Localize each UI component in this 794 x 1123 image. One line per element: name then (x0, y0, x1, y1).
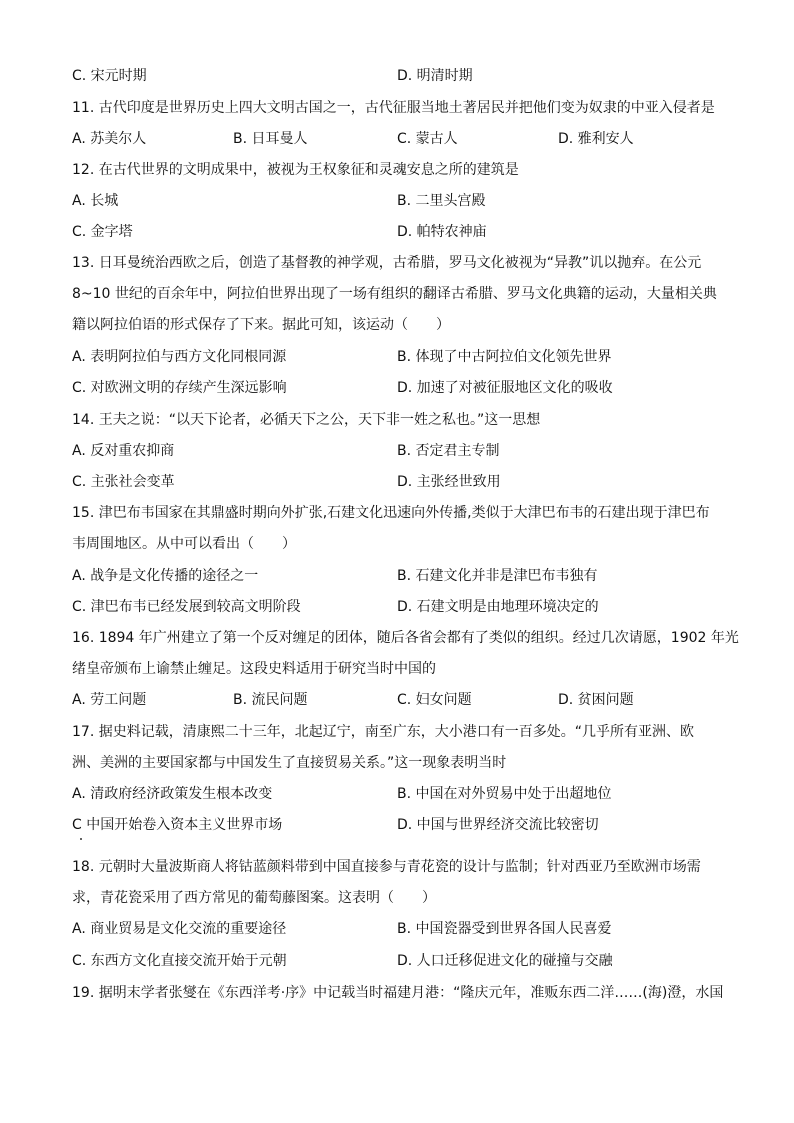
q14-option-a: A. 反对重农抑商 (72, 443, 175, 459)
q11-option-d: D. 雅利安人 (558, 131, 634, 147)
question-16-stem-line-2: 绪皇帝颁布上谕禁止缠足。这段史料适用于研究当时中国的 (72, 661, 436, 677)
q13-option-d: D. 加速了对被征服地区文化的吸收 (397, 380, 613, 396)
q14-option-b: B. 否定君主专制 (397, 443, 500, 459)
q16-option-c: C. 妇女问题 (397, 692, 472, 708)
question-16-stem-line-1: 16. 1894 年广州建立了第一个反对缠足的团体，随后各省会都有了类似的组织。经过几次请愿，1902 年光 (72, 630, 739, 646)
q12-option-c: C. 金字塔 (72, 224, 133, 240)
question-15-stem-line-2: 韦周围地区。从中可以看出（ ） (72, 536, 296, 552)
q12-option-a: A. 长城 (72, 193, 119, 209)
q15-option-d: D. 石建文明是由地理环境决定的 (397, 599, 599, 615)
q16-option-b: B. 流民问题 (233, 692, 308, 708)
q18-option-b: B. 中国瓷器受到世界各国人民喜爱 (397, 921, 612, 937)
question-19-stem: 19. 据明末学者张燮在《东西洋考·序》中记载当时福建月港：“隆庆元年，准贩东西二洋……(海)澄，水国 (72, 985, 724, 1001)
question-11-stem: 11. 古代印度是世界历史上四大文明古国之一，古代征服当地土著居民并把他们变为奴隶的中亚入侵者是 (72, 100, 715, 116)
q16-option-a: A. 劳工问题 (72, 692, 147, 708)
question-14-stem: 14. 王夫之说：“以天下论者，必循天下之公，天下非一姓之私也。”这一思想 (72, 412, 541, 428)
q14-option-d: D. 主张经世致用 (397, 474, 501, 490)
q14-option-c: C. 主张社会变革 (72, 474, 175, 490)
q17-option-b: B. 中国在对外贸易中处于出超地位 (397, 786, 612, 802)
q18-option-c: C. 东西方文化直接交流开始于元朝 (72, 953, 287, 969)
q15-option-b: B. 石建文化并非是津巴布韦独有 (397, 568, 598, 584)
question-12-stem: 12. 在古代世界的文明成果中，被视为王权象征和灵魂安息之所的建筑是 (72, 162, 519, 178)
q13-option-b: B. 体现了中古阿拉伯文化领先世界 (397, 349, 612, 365)
q13-option-a: A. 表明阿拉伯与西方文化同根同源 (72, 349, 287, 365)
question-18-stem-line-2: 求，青花瓷采用了西方常见的葡萄藤图案。这表明（ ） (72, 890, 436, 906)
option-c: C. 宋元时期 (72, 68, 147, 84)
q17-option-a: A. 清政府经济政策发生根本改变 (72, 786, 273, 802)
q15-option-c: C. 津巴布韦已经发展到较高文明阶段 (72, 599, 301, 615)
q11-option-b: B. 日耳曼人 (233, 131, 308, 147)
question-13-stem-line-2: 8~10 世纪的百余年中，阿拉伯世界出现了一场有组织的翻译古希腊、罗马文化典籍的运动，大量相关典 (72, 286, 717, 302)
q11-option-c: C. 蒙古人 (397, 131, 458, 147)
question-15-stem-line-1: 15. 津巴布韦国家在其鼎盛时期向外扩张,石建文化迅速向外传播,类似于大津巴布韦的石建出现于津巴布 (72, 505, 710, 521)
question-18-stem-line-1: 18. 元朝时大量波斯商人将钴蓝颜料带到中国直接参与青花瓷的设计与监制；针对西亚乃至欧洲市场需 (72, 859, 701, 875)
question-17-stem-line-2: 洲、美洲的主要国家都与中国发生了直接贸易关系。”这一现象表明当时 (72, 755, 507, 771)
q18-option-a: A. 商业贸易是文化交流的重要途径 (72, 921, 287, 937)
option-d: D. 明清时期 (397, 68, 473, 84)
question-17-stem-line-1: 17. 据史料记载，清康熙二十三年，北起辽宁，南至广东，大小港口有一百多处。“几乎所有亚洲、欧 (72, 724, 694, 740)
q18-option-d: D. 人口迁移促进文化的碰撞与交融 (397, 953, 613, 969)
q11-option-a: A. 苏美尔人 (72, 131, 147, 147)
q16-option-d: D. 贫困问题 (558, 692, 634, 708)
question-13-stem-line-1: 13. 日耳曼统治西欧之后，创造了基督教的神学观，古希腊，罗马文化被视为“异教”讥以抛弃。在公元 (72, 255, 702, 271)
question-13-stem-line-3: 籍以阿拉伯语的形式保存了下来。据此可知，该运动（ ） (72, 317, 450, 333)
q17-option-d: D. 中国与世界经济交流比较密切 (397, 817, 599, 833)
q17-option-c: C 中国开始卷入资本主义世界市场 (72, 817, 283, 833)
q15-option-a: A. 战争是文化传播的途径之一 (72, 568, 259, 584)
q13-option-c: C. 对欧洲文明的存续产生深远影响 (72, 380, 287, 396)
q12-option-b: B. 二里头宫殿 (397, 193, 486, 209)
q12-option-d: D. 帕特农神庙 (397, 224, 487, 240)
stray-dot (80, 838, 82, 840)
